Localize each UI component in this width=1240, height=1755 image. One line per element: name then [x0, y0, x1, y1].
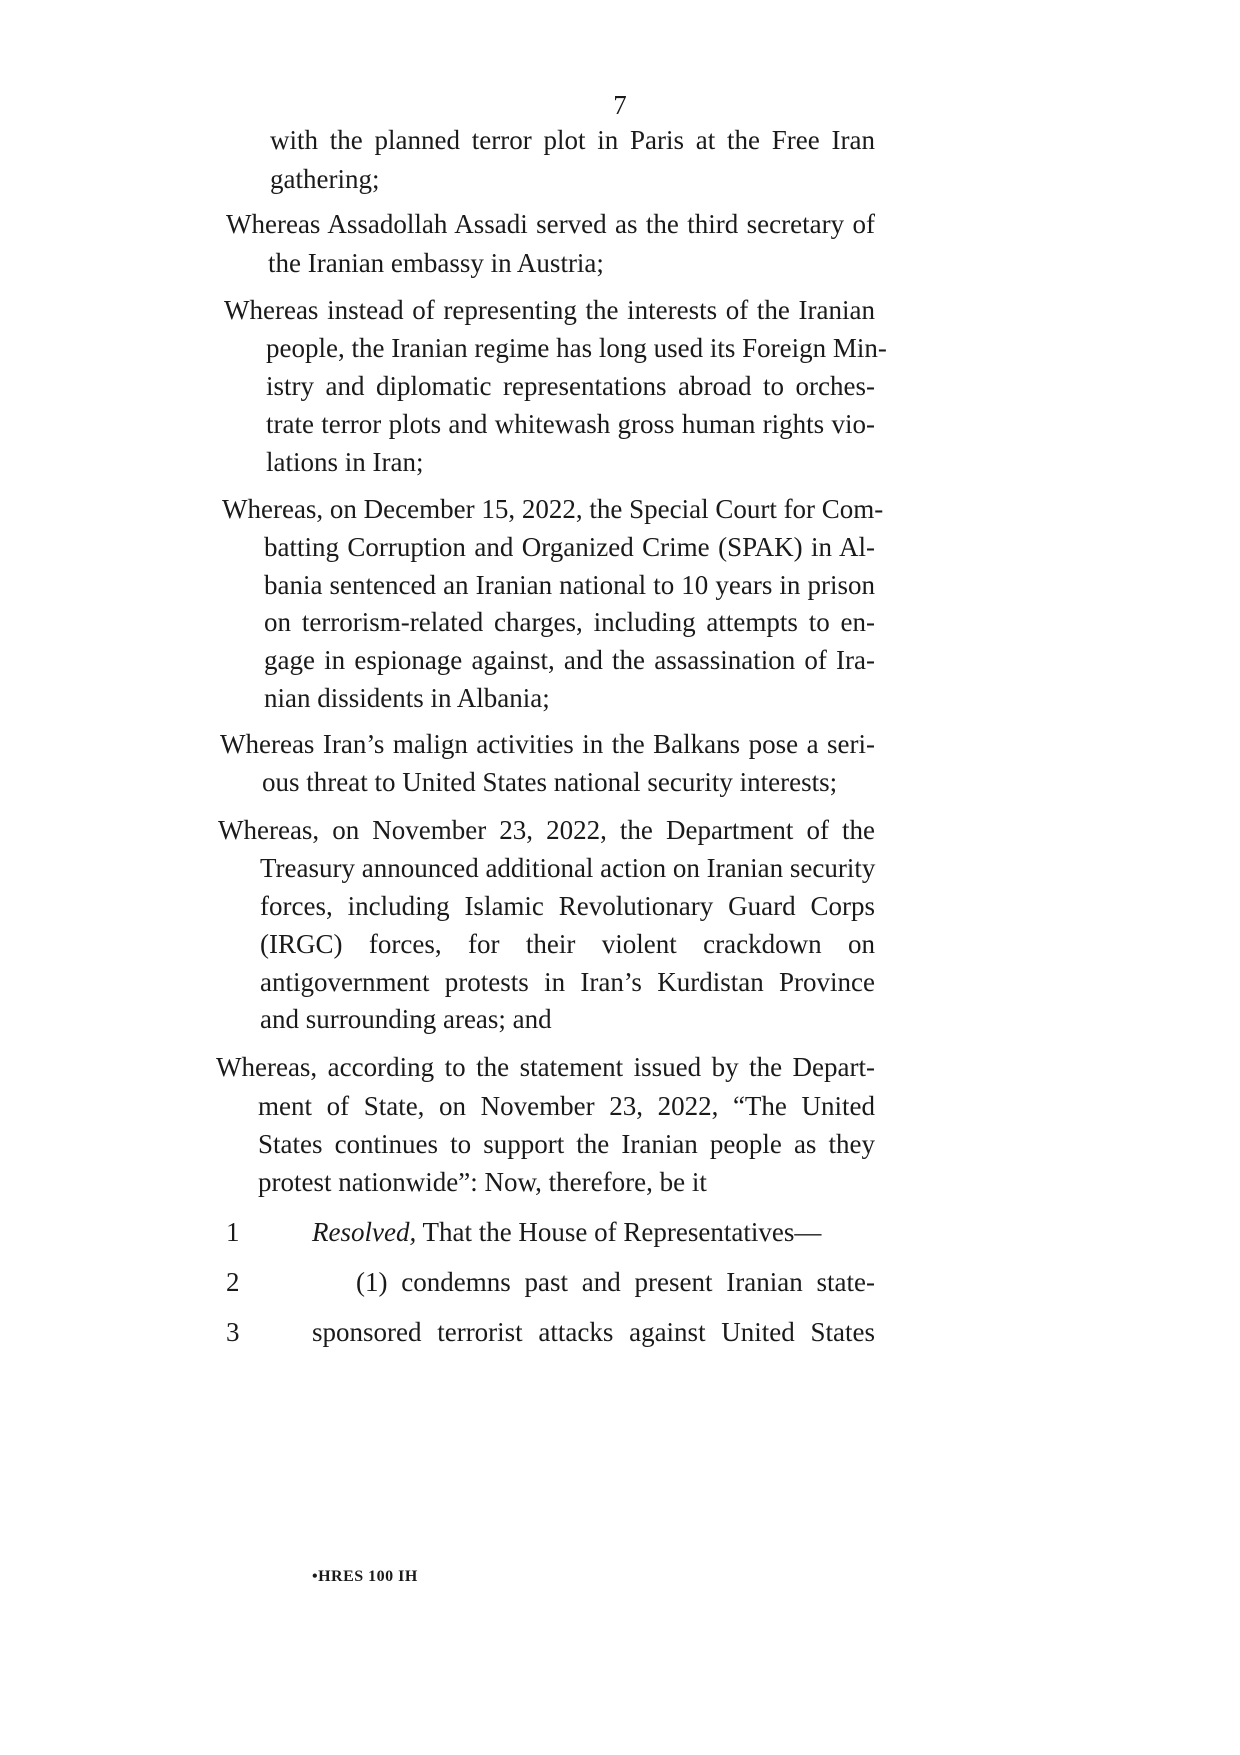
whereas-clause-line: the Iranian embassy in Austria;: [268, 248, 604, 278]
resolving-clause: [312, 1217, 821, 1247]
whereas-clause-line: Whereas Iran’s malign activities in the Balkans pose a seri-: [220, 729, 875, 759]
whereas-clause-line: antigovernment protests in Iran’s Kurdistan Province: [260, 967, 875, 997]
whereas-clause-line: (IRGC) forces, for their violent crackdown on: [260, 929, 875, 959]
bill-identifier-footer: •HRES 100 IH: [312, 1568, 418, 1585]
whereas-clause-line: nian dissidents in Albania;: [264, 683, 550, 713]
whereas-clause-line: trate terror plots and whitewash gross human rights vio-: [266, 409, 875, 439]
line-number: 2: [226, 1267, 240, 1297]
whereas-clause-line: istry and diplomatic representations abroad to orches-: [266, 371, 875, 401]
whereas-clause-line: gage in espionage against, and the assassination of Ira-: [264, 645, 875, 675]
whereas-clause-line: Whereas, on November 23, 2022, the Department of the: [218, 815, 875, 845]
whereas-clause-line: protest nationwide”: Now, therefore, be it: [258, 1167, 707, 1197]
line-number: 3: [226, 1317, 240, 1347]
whereas-clause-line: on terrorism-related charges, including attempts to en-: [264, 607, 875, 637]
whereas-clause-line: batting Corruption and Organized Crime (SPAK) in Al-: [264, 532, 875, 562]
resolution-line: (1) condemns past and present Iranian state-: [356, 1267, 875, 1297]
whereas-clause-line: forces, including Islamic Revolutionary Guard Corps: [260, 891, 875, 921]
line-number: 1: [226, 1217, 240, 1247]
whereas-clause-line: Treasury announced additional action on Iranian security: [260, 853, 876, 883]
whereas-clause-line: Whereas Assadollah Assadi served as the third secretary of: [226, 209, 875, 239]
resolving-clause-text: That the House of Representatives—: [416, 1217, 822, 1247]
whereas-clause-line: Whereas instead of representing the interests of the Iranian: [224, 295, 875, 325]
whereas-clause-line: Whereas, according to the statement issued by the Depart-: [216, 1052, 875, 1082]
resolved-label: Resolved,: [312, 1217, 417, 1247]
resolution-line: sponsored terrorist attacks against United States: [312, 1317, 875, 1347]
whereas-clause-line: people, the Iranian regime has long used its Foreign Min-: [266, 333, 887, 363]
whereas-clause-line: bania sentenced an Iranian national to 10 years in prison: [264, 570, 875, 600]
whereas-clause-line: ous threat to United States national security interests;: [262, 767, 838, 797]
continuation-line: with the planned terror plot in Paris at the Free Iran: [270, 125, 875, 155]
whereas-clause-line: Whereas, on December 15, 2022, the Special Court for Com-: [222, 494, 884, 524]
whereas-clause-line: and surrounding areas; and: [260, 1004, 552, 1034]
page-number: 7: [613, 90, 627, 120]
whereas-clause-line: lations in Iran;: [266, 447, 424, 477]
whereas-clause-line: ment of State, on November 23, 2022, “The United: [258, 1091, 875, 1121]
continuation-line: gathering;: [270, 164, 380, 194]
whereas-clause-line: States continues to support the Iranian people as they: [258, 1129, 875, 1159]
